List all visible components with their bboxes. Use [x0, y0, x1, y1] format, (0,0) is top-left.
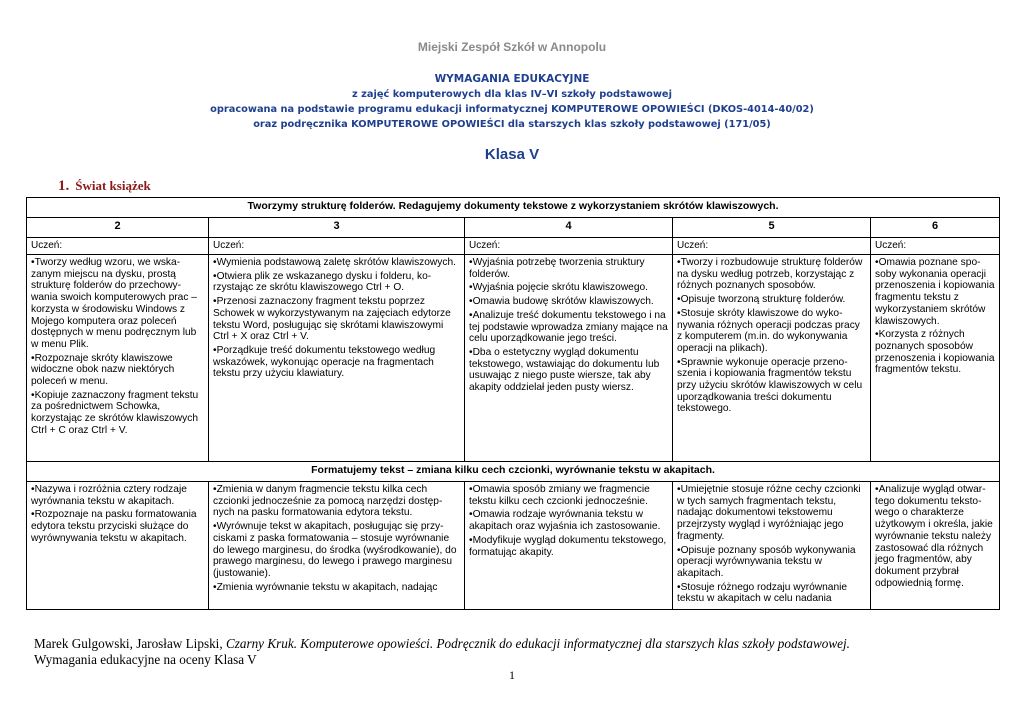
requirement-item: •Wyjaśnia potrzebę tworzenia struktury folderów.: [469, 257, 645, 280]
requirement-item: •Umiejętnie stosuje różne cechy czcionki w tych samych fragmentach tekstu, nadając dokumentowi tekstowemu przejrzysty wygląd i wyróżniając jego fragmenty.: [677, 484, 861, 542]
grade-cell: 4: [465, 218, 673, 238]
requirement-item: •Omawia sposób zmiany we fragmencie tekstu kilku cech czcionki jednocześnie.: [469, 484, 650, 507]
table-row: [27, 482, 1000, 610]
requirement-item: •Kopiuje zaznaczony fragment tekstu za pośrednictwem Schowka, korzystając ze skrótów klawiszowych Ctrl + C oraz Ctrl + V.: [31, 389, 199, 436]
requirements-cell: [673, 255, 871, 462]
doc-subtitle-2: opracowana na podstawie programu edukacji informatycznej KOMPUTEROWE OPOWIEŚCI (DKOS-4014-40/02): [210, 104, 814, 115]
requirement-item: •Otwiera plik ze wskazanego dysku i folderu, korzystając ze skrótu klawiszowego Ctrl + O.: [213, 270, 432, 294]
grade-cell: 2: [27, 218, 209, 238]
doc-title: WYMAGANIA EDUKACYJNE: [434, 73, 590, 85]
requirement-item: •Stosuje skróty klawiszowe do wykonywania różnych operacji podczas pracy z komputerem (m.in. do wykonywania operacji na plikach).: [677, 307, 860, 354]
requirements-cell: [871, 255, 1000, 462]
footer-citation: [34, 636, 850, 652]
uczen-label: Uczeń:: [27, 238, 209, 255]
requirements-cell: [465, 255, 673, 462]
requirement-item: •Korzysta z różnych poznanych sposobów przenoszenia i kopiowania fragmentów tekstu.: [875, 329, 995, 376]
requirement-item: •Analizuje treść dokumentu tekstowego i na tej podstawie wprowadza zmiany mające na celu uporządkowanie jego treści.: [469, 309, 668, 345]
table-topic-2: Formatujemy tekst – zmiana kilku cech czcionki, wyrównanie tekstu w akapitach.: [27, 462, 1000, 482]
requirement-item: •Wyjaśnia pojęcie skrótu klawiszowego.: [469, 282, 649, 294]
uczen-label: Uczeń:: [871, 238, 1000, 255]
requirements-table: [26, 197, 1000, 610]
requirements-cell: [209, 482, 465, 610]
uczen-row: [27, 238, 1000, 255]
requirements-cell: [27, 255, 209, 462]
footer-book-title: Czarny Kruk. Komputerowe opowieści. Podręcznik do edukacji informatycznej dla starszych klas szkoły podstawowej.: [225, 636, 850, 651]
footer-subtitle: Wymagania edukacyjne na oceny Klasa V: [34, 652, 257, 667]
section-heading: [58, 178, 151, 195]
requirement-item: •Opisuje poznany sposób wykonywania operacji wyrównywania tekstu w akapitach.: [677, 544, 856, 579]
requirement-item: •Wyrównuje tekst w akapitach, posługując się przyciskami z paska formatowania – stosuje wyrównanie do lewego marginesu, do środka (wyśrodkowanie), do prawego marginesu, do lewego i prawego marginesu (justowanie).: [213, 521, 457, 579]
uczen-label: Uczeń:: [465, 238, 673, 255]
uczen-label: Uczeń:: [209, 238, 465, 255]
doc-subtitle-3: oraz podręcznika KOMPUTEROWE OPOWIEŚCI dla starszych klas szkoły podstawowej (171/05): [253, 119, 771, 130]
requirements-cell: [209, 255, 465, 462]
grade-cell: 3: [209, 218, 465, 238]
grade-cell: 5: [673, 218, 871, 238]
requirement-item: •Nazywa i rozróżnia cztery rodzaje wyrównania tekstu w akapitach.: [31, 484, 187, 507]
requirements-cell: [871, 482, 1000, 610]
requirement-item: •Przenosi zaznaczony fragment tekstu poprzez Schowek w wykorzystywanym na zajęciach edytorze tekstu Word, posługując się skrótami klawiszowymi Ctrl + X oraz Ctrl + V.: [213, 296, 451, 343]
requirement-item: •Omawia rodzaje wyrównania tekstu w akapitach oraz wyjaśnia ich zastosowanie.: [469, 509, 661, 533]
footer-authors: Marek Gulgowski, Jarosław Lipski,: [34, 636, 226, 651]
section-number: 1.: [58, 178, 70, 194]
footer: [34, 636, 850, 668]
requirement-item: •Omawia poznane sposoby wykonania operacji przenoszenia i kopiowania fragmentu tekstu z wykorzystaniem skrótów klawiszowych.: [875, 257, 995, 327]
requirement-item: •Opisuje tworzoną strukturę folderów.: [677, 294, 846, 306]
class-heading: Klasa V: [484, 146, 540, 163]
section-title: Świat książek: [75, 178, 151, 193]
requirement-item: •Rozpoznaje skróty klawiszowe widoczne obok nazw niektórych poleceń w menu.: [31, 352, 175, 388]
requirement-item: •Dba o estetyczny wygląd dokumentu tekstowego, wstawiając do dokumentu lub usuwając z niego puste wiersze, tak aby akapity oddzielał jeden pusty wiersz.: [469, 346, 660, 394]
requirements-cell: [27, 482, 209, 610]
grade-cell: 6: [871, 218, 1000, 238]
requirement-item: •Zmienia wyrównanie tekstu w akapitach, nadając: [213, 581, 438, 593]
uczen-label: Uczeń:: [673, 238, 871, 255]
table-row: [27, 255, 1000, 462]
requirement-item: •Tworzy według wzoru, we wskazanym miejscu na dysku, prostą strukturę folderów do przechowywania swoich komputerowych prac – korzysta w środowisku Windows z Mojego komputera oraz poleceń dostępnych w menu podręcznym lub w menu Plik.: [31, 257, 197, 350]
requirement-item: •Zmienia w danym fragmencie tekstu kilka cech czcionki jednocześnie za pomocą narzędzi dostępnych na pasku formatowania edytora tekstu.: [213, 484, 443, 519]
requirements-cell: [673, 482, 871, 610]
requirement-item: •Tworzy i rozbudowuje strukturę folderów na dysku według potrzeb, korzystając z różnych poznanych sposobów.: [677, 257, 863, 292]
requirement-item: •Modyfikuje wygląd dokumentu tekstowego, formatując akapity.: [469, 534, 667, 558]
table-topic-1: Tworzymy strukturę folderów. Redagujemy dokumenty tekstowe z wykorzystaniem skrótów klawiszowych.: [27, 198, 1000, 218]
doc-subtitle-1: z zajęć komputerowych dla klas IV–VI szkoły podstawowej: [352, 89, 672, 100]
requirement-item: •Rozpoznaje na pasku formatowania edytora tekstu przyciski służące do wyrównywania tekstu w akapitach.: [31, 509, 197, 544]
requirement-item: •Stosuje różnego rodzaju wyrównanie tekstu w akapitach w celu nadania: [677, 581, 848, 605]
requirement-item: •Analizuje wygląd otwartego dokumentu tekstowego o charakterze użytkowym i określa, jakie wyrównanie tekstu należy zastosować dla różnych jego fragmentów, aby dokument przybrał odpowiednią formę.: [875, 484, 993, 589]
requirement-item: •Omawia budowę skrótów klawiszowych.: [469, 296, 654, 308]
requirement-item: •Porządkuje treść dokumentu tekstowego według wskazówek, wykonując operacje na fragmentach tekstu przy użyciu klawiatury.: [213, 344, 436, 380]
grades-row: [27, 218, 1000, 238]
requirement-item: •Wymienia podstawową zaletę skrótów klawiszowych.: [213, 257, 456, 268]
page-number: 1: [509, 668, 515, 682]
requirement-item: •Sprawnie wykonuje operacje przenoszenia i kopiowania fragmentów tekstu przy użyciu skrótów klawiszowych w celu uporządkowania treści dokumentu tekstowego.: [677, 356, 863, 415]
school-name: Miejski Zespół Szkół w Annopolu: [417, 40, 607, 54]
requirements-cell: [465, 482, 673, 610]
